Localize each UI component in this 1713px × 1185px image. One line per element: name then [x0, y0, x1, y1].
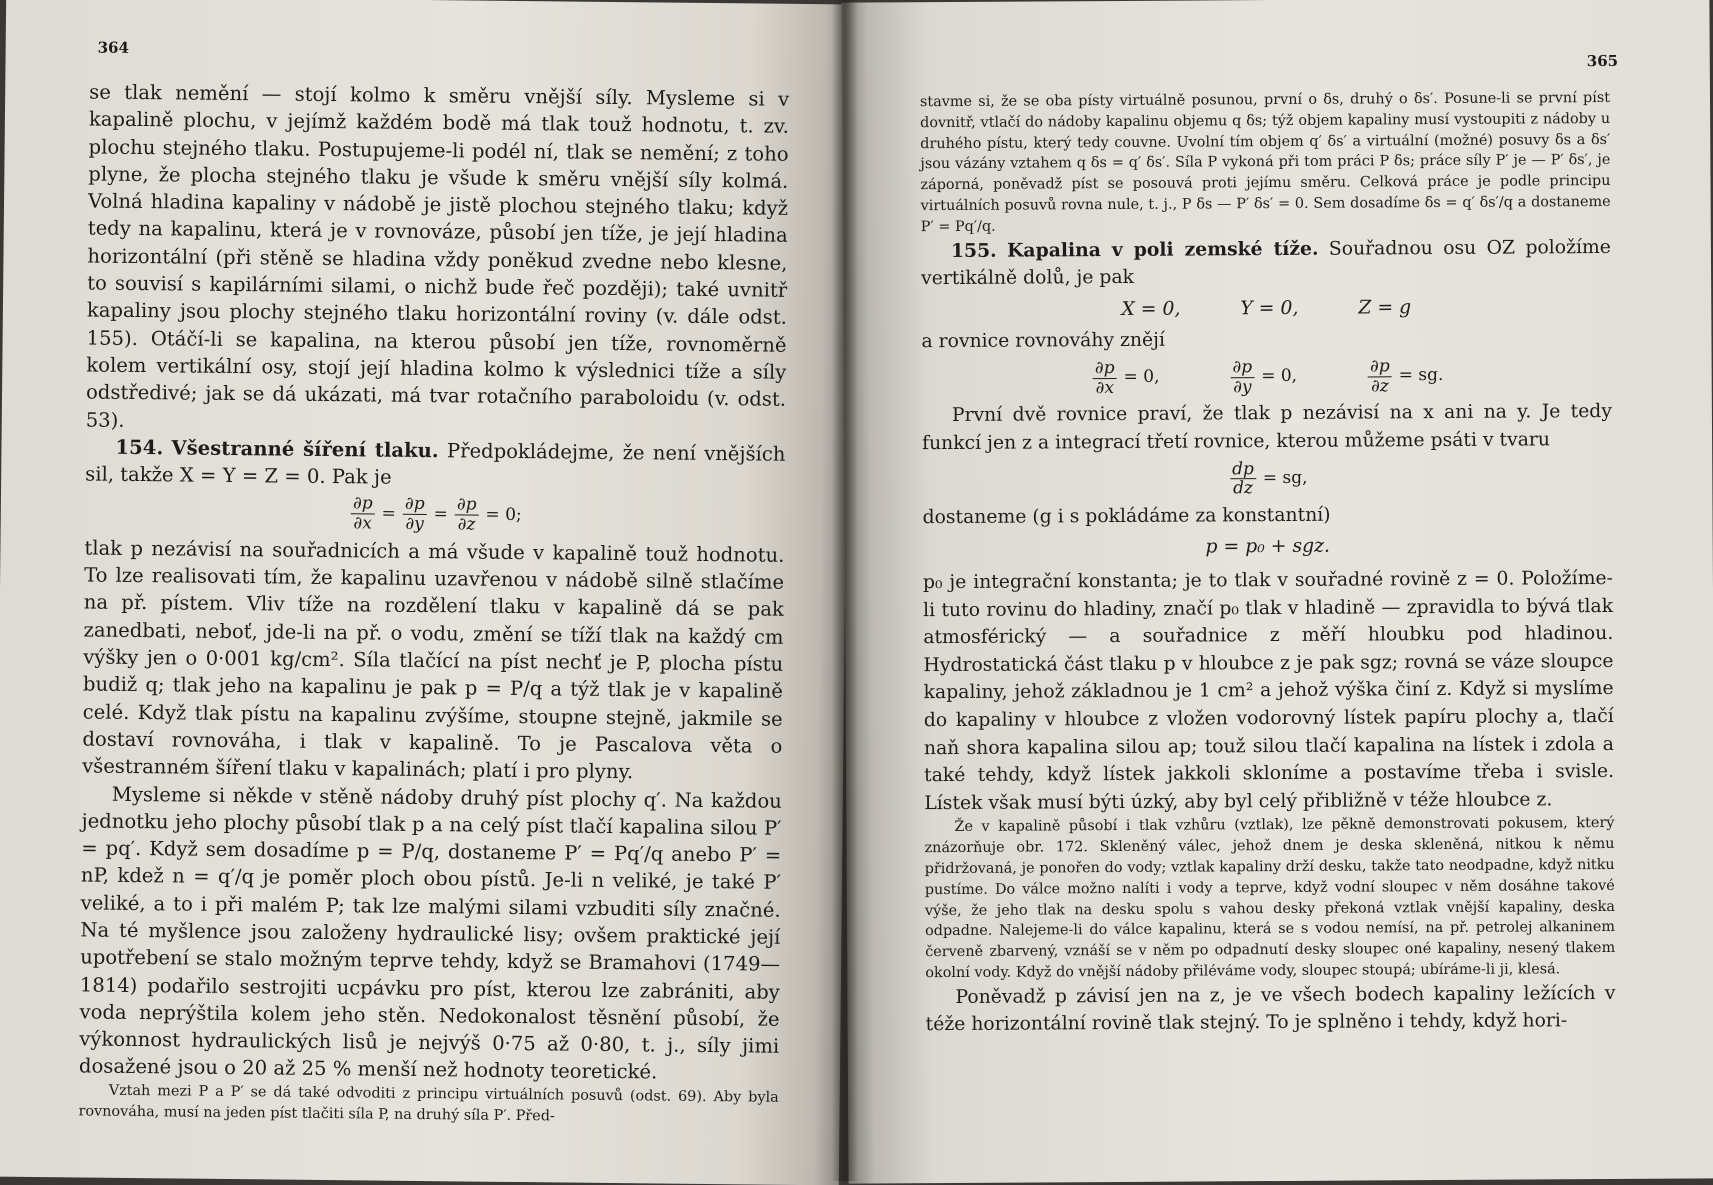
equation-equilibrium: $\frac{\partial p}{\partial x}$ = 0, $\frac{\partial p}{\partial y}$ = 0, $\frac{\partial p}{\partial z}$ = sg.	[1094, 356, 1444, 398]
section-text: Předpokládejme, že není vnějších sil, takže X = Y = Z = 0. Pak je	[85, 439, 786, 489]
page-number: 364	[97, 38, 130, 57]
fraction: $\frac{dp}{dz}$	[1230, 460, 1256, 499]
section-155	[921, 234, 1611, 293]
small-print-paragraph: stavme si, že se oba písty virtuálně posunou, první o δs, druhý o δs′. Posune-li se první píst dovnitř, vtlačí do nádoby kapalinu objemu q δs; týž objem kapaliny musí vystoupiti z nádoby u druhého pístu, který tedy couvne. Uvolní tím objem q′ δs′ a virtuální (možné) posuvy δs a δs′ jsou vázány vztahem q δs = q′ δs′. Síla P vykoná při tom práci P δs; práce síly P′ je — P′ δs′, je záporná, poněvadž píst se posouvá proti jejímu směru. Celková práce je podle principu virtuálních posuvů rovna nule, t. j., P δs — P′ δs′ = 0. Sem dosadíme δs = q′ δs′/q a dostaneme P′ = Pq′/q.	[919, 89, 1611, 235]
left-text-column	[78, 78, 789, 1129]
paragraph: se tlak nemění — stojí kolmo k směru vnější síly. Mysleme si v kapalině plochu, v jejímž každém bodě má tlak touž hodnotu, t. zv. plochu stejného tlaku. Postupujeme-li podél ní, tlak se nemění; z toho plyne, že plocha stejného tlaku je všude k směru vnější síly kolmá. Volná hladina kapaliny v nádobě je jistě plochou stejného tlaku; když tedy na kapalinu, která je v rovnováze, působí jen tíže, je její hladina horizontální (při stěně se hladina vždy poněkud zvedne nebo klesne, to souvisí s kapilárními silami, o nichž bude řeč později); také uvnitř kapaliny jsou plochy stejného tlaku horizontální roviny (v. dále odst. 155). Otáčí-li se kapalina, na kterou působí jen tíže, rovnoměrně kolem vertikální osy, stojí její hladina kolmo k výslednici tíže a síly odstředivé; jak se dá ukázati, má tvar rotačního paraboloidu (v. odst. 53).	[85, 80, 790, 432]
paragraph: tlak p nezávisí na souřadnicích a má všude v kapalině touž hodnotu. To lze realisovati tím, že kapalinu uzavřenou v nádobě silně stlačíme na př. pístem. Vliv tíže na rozdělení tlaku v kapalině dá se pak zanedbati, neboť, jde-li na př. o vodu, změní se tíží tlak na každý cm výšky jen o 0·001 kg/cm². Síla tlačící na píst nechť je P, plocha pístu budiž q; tlak jeho na kapalinu je pak p = P/q a týž tlak je v kapalině celé. Když tlak pístu na kapalinu zvýšíme, stoupne stejně, jakmile se dostaví rovnováha, i tlak v kapalině. To je Pascalova věta o všestranném šíření tlaku v kapalinách; platí i pro plyny.	[82, 536, 785, 784]
paragraph: První dvě rovnice praví, že tlak p nezávisí na x ani na y. Je tedy funkcí jen z a integrací třetí rovnice, kterou můžeme psáti v tvaru	[922, 401, 1612, 455]
right-text-column	[920, 88, 1616, 1039]
page-number: 365	[1586, 51, 1619, 71]
paragraph: dostaneme (g i s pokládáme za konstantní)	[922, 504, 1331, 529]
equation-dp-dz: $\frac{dp}{dz}$ = sg,	[1231, 458, 1308, 499]
left-page	[0, 0, 851, 1185]
section-154	[85, 433, 786, 495]
fraction: $\frac{\partial p}{\partial z}$	[455, 496, 479, 535]
section-number: 154.	[115, 435, 164, 460]
fraction: $\frac{\partial p}{\partial z}$	[1368, 357, 1392, 396]
section-text: Souřadnou osu OZ položíme vertikálně dolů, je pak	[921, 236, 1611, 290]
small-print-paragraph: Že v kapalině působí i tlak vzhůru (vztlak), lze pěkně demonstrovati pokusem, který znázorňuje obr. 172. Skleněný válec, jehož dnem je deska skleněná, nitkou k němu přidržovaná, je ponořen do vody; vztlak kapaliny drží desku, takže tato neodpadne, když nitku pustíme. Do válce možno nalíti i vody a teprve, když vodní sloupec v něm dosáhne takové výše, že jeho tlak na desku spolu s vahou desky překoná vztlak vnější kapaliny, deska odpadne. Nalejeme-li do válce kapalinu, která se s vodou nemísí, na př. petrolej alkaninem červeně zbarvený, vznáší se v něm po odpadnutí desky sloupec oné kapaliny, nesený tlakem okolní vody. Když do vnější nádoby přiléváme vody, sloupec stoupá; ubíráme-li ji, klesá.	[924, 815, 1616, 982]
equation-force-components: X = 0, Y = 0, Z = g	[1121, 296, 1412, 320]
equation-partial-derivatives-zero: $\frac{\partial p}{\partial x}$ = $\frac{\partial p}{\partial y}$ = $\frac{\partial p}{\partial z}$ = 0;	[85, 492, 785, 538]
equation-pressure: p = p₀ + sgz.	[1205, 536, 1331, 558]
fraction: $\frac{\partial p}{\partial y}$	[403, 495, 427, 534]
section-title: Kapalina v poli zemské tíže.	[1006, 237, 1319, 262]
fraction: $\frac{\partial p}{\partial y}$	[1230, 358, 1254, 397]
paragraph: Mysleme si někde v stěně nádoby druhý píst plochy q′. Na každou jednotku jeho plochy působí tlak p a na celý píst tlačí kapalina silou P′ = pq′. Když sem dosadíme p = P/q, dostaneme P′ = Pq′/q anebo P′ = nP, kdež n = q′/q je poměr ploch obou pístů. Je-li n veliké, je také P′ veliké, a to i při malém P; tak lze malými silami vzbuditi síly značné. Na té myšlence jsou založeny hydraulické lisy; ovšem praktické její upotřebení se stalo možným teprve tehdy, když se Bramahovi (1749—1814) podařilo sestrojiti ucpávku pro píst, kterou lze zabrániti, aby voda neprýštila kolem jeho stěn. Nedokonalost těsnění působí, že výkonnost hydraulických lisů je nejvýš 0·75 až 0·80, t. j., síly jimi dosažené jsou o 20 až 25 % menší než hodnoty teoretické.	[78, 782, 782, 1084]
small-print-paragraph: Vztah mezi P a P′ se dá také odvoditi z principu virtuálních posuvů (odst. 69). Aby byla rovnováha, musí na jeden píst tlačiti síla P, na druhý síla P′. Před-	[78, 1082, 779, 1124]
paragraph: Poněvadž p závisí jen na z, je ve všech bodech kapaliny ležících v téže horizontální rovině tlak stejný. To je splněno i tehdy, když hori-	[925, 982, 1616, 1036]
paragraph: p₀ je integrační konstanta; je to tlak v souřadné rovině z = 0. Položíme-li tuto rovinu do hladiny, značí p₀ tlak v hladině — zpravidla to bývá tlak atmosférický — a souřadnice z měří hloubku pod hladinou. Hydrostatická část tlaku p v hloubce z je pak sgz; rovná se váze sloupce kapaliny, jehož základnou je 1 cm² a jehož výška činí z. Když si myslíme do kapaliny v hloubce z vložen vodorovný lístek papíru plochy a, tlačí naň shora kapalina silou ap; touž silou tlačí kapalina na lístek i zdola a také tehdy, když lístek jakkoli skloníme a postavíme třeba i svisle. Lístek však musí býti úzký, aby byl celý přibližně v téže hloubce z.	[922, 568, 1615, 814]
section-title: Všestranné šíření tlaku.	[171, 436, 439, 463]
paragraph: a rovnice rovnováhy znějí	[921, 330, 1166, 353]
right-page	[841, 0, 1713, 1184]
section-number: 155.	[950, 239, 997, 262]
book-gutter	[832, 0, 858, 1181]
fraction: $\frac{\partial p}{\partial x}$	[1093, 359, 1117, 398]
fraction: $\frac{\partial p}{\partial x}$	[351, 495, 375, 534]
